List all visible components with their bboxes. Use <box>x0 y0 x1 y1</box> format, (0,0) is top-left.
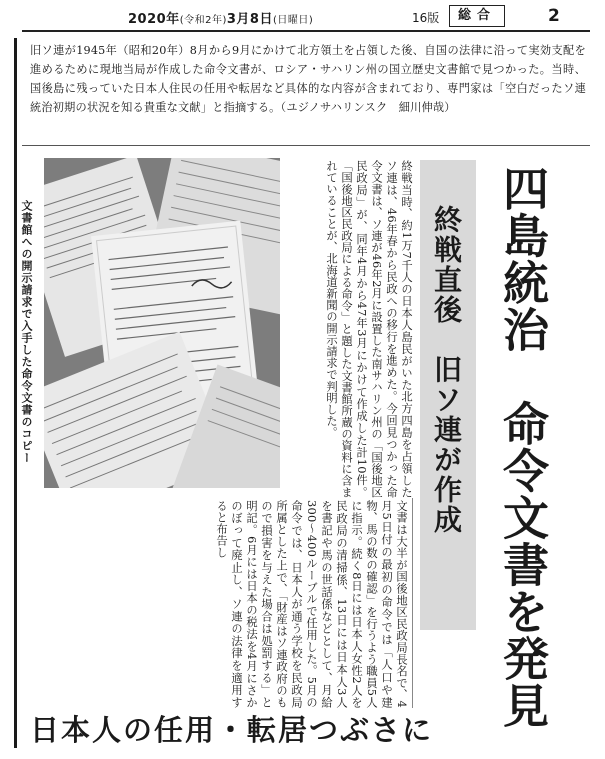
main-headline: 四島統治 命令文書を発見 <box>496 165 550 729</box>
date-era: (令和2年) <box>179 15 227 26</box>
document-photo-image <box>44 158 280 488</box>
masthead <box>0 0 605 32</box>
date-year: 2020年 <box>128 12 180 27</box>
page-number: 2 <box>548 6 560 26</box>
lead-divider <box>22 145 590 146</box>
bottom-headline: 日本人の任用・転居つぶさに <box>30 713 434 747</box>
lead-paragraph: 旧ソ連が1945年（昭和20年）8月から9月にかけて北方領土を占領した後、自国の法律に沿って実効支配を進めるために現地当局が作成した命令文書が、ロシア・サハリン州の国立歴史文書館で見つかった。当時、国後島に残っていた日本人住民の任用や転居など具体的な内容が含まれており、専門家は「空白だったソ連統治初期の状況を知る貴重な文献」と指摘する。（ユジノサハリンスク 細川伸哉） <box>30 44 586 114</box>
photo-caption: 文書館への開示請求で入手した命令文書のコピー <box>20 200 33 464</box>
column-divider <box>412 498 413 708</box>
left-border-bar <box>14 38 17 748</box>
issue-date <box>128 8 313 27</box>
article-body-top: 終戦当時、約1万7千人の日本人島民がいた北方四島を占領したソ連は、46年春から民政への移行を進めた。今回見つかった命令文書は、ソ連が46年2月に設置した南サハリン州の「国後地区民政局」が、同年4月から47年3月にかけて作成した計10件。「国後地区民政局による命令」と題した文書館所蔵の資料に含まれていることが、北海道新聞の開示請求で判明した。 <box>325 160 413 498</box>
date-weekday: (日曜日) <box>272 15 314 26</box>
article-body-bottom: 文書は大半が国後地区民政局長名で、4月5日付の最初の命令では「人口や建物、馬の数の確認」を行うよう職員5人に指示。続く8日には日本人女性2人を民政局の清掃係、13日には日本人3人を書記や馬の世話係などとして、月給300〜400ルーブルで任用した。5月の命令では、日本人が通う学校を民政局所属とした上で、「財産はソ連政府のもので損害を与えた場合は処罰する」と明記。6月には日本の税法を4月にさかのぼって廃止し、ソ連の法律を適用すると布告し <box>215 500 408 708</box>
section-label: 総合 <box>449 5 505 27</box>
document-photo <box>44 158 280 488</box>
date-day: 3月8日 <box>226 12 273 27</box>
subheadline: 終戦直後 旧ソ連が作成 <box>430 205 463 535</box>
masthead-rule <box>22 30 590 32</box>
edition-label: 16版 <box>412 11 440 25</box>
